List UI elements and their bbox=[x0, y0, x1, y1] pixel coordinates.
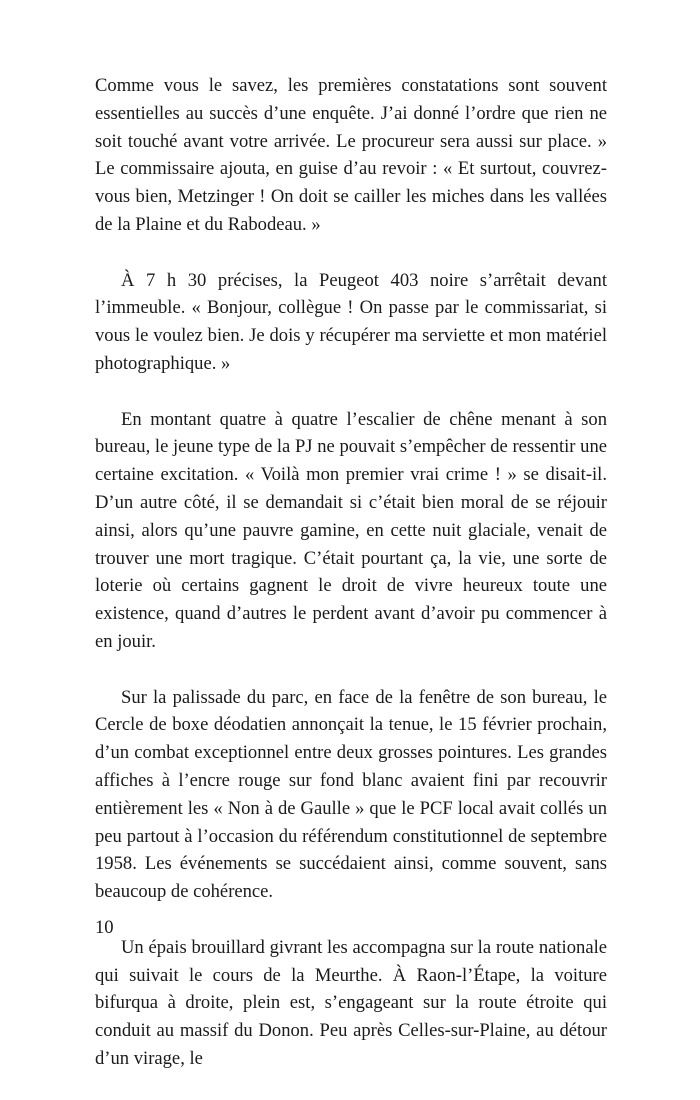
page-number: 10 bbox=[95, 917, 114, 938]
body-text bbox=[95, 72, 607, 1100]
paragraph-3: En montant quatre à quatre l’escalier de chêne menant à son bureau, le jeune type de la PJ ne pouvait s’empêcher de ressentir une certaine excitation. « Voilà mon premier vrai crime ! » se disait-il. D’un autre côté, il se demandait si c’était bien moral de se réjouir ainsi, alors qu’une pauvre gamine, en cette nuit glaciale, venait de trouver une mort tragique. C’était pourtant ça, la vie, une sorte de loterie où certains gagnent le droit de vivre heureux toute une existence, quand d’autres le perdent avant d’avoir pu commencer à en jouir. bbox=[95, 408, 607, 652]
paragraph-5: Un épais brouillard givrant les accompagna sur la route nationale qui suivait le cours de la Meurthe. À Raon-l’Étape, la voiture bifurqua à droite, plein est, s’engageant sur la route étroite qui conduit au massif du Donon. Peu après Celles-sur-Plaine, au détour d’un virage, le bbox=[95, 936, 607, 1069]
paragraph-2: À 7 h 30 précises, la Peugeot 403 noire s’arrêtait devant l’immeuble. « Bonjour, collègue ! On passe par le commissariat, si vous le voulez bien. Je dois y récupérer ma serviette et mon matériel photographique. » bbox=[95, 269, 607, 374]
paragraph-4: Sur la palissade du parc, en face de la fenêtre de son bureau, le Cercle de boxe déodatien annonçait la tenue, le 15 février prochain, d’un combat exceptionnel entre deux grosses pointures. Les grandes affiches à l’encre rouge sur fond blanc avaient fini par recouvrir entièrement les « Non à de Gaulle » que le PCF local avait collés un peu partout à l’occasion du référendum constitutionnel de septembre 1958. Les événements se succédaient ainsi, comme souvent, sans beaucoup de cohérence. bbox=[95, 686, 607, 903]
paragraph-1: Comme vous le savez, les premières constatations sont souvent essentielles au succès d’une enquête. J’ai donné l’ordre que rien ne soit touché avant votre arrivée. Le procureur sera aussi sur place. » Le commissaire ajouta, en guise d’au revoir : « Et surtout, couvrez-vous bien, Metzinger ! On doit se cailler les miches dans les vallées de la Plaine et du Rabodeau. » bbox=[95, 75, 607, 235]
